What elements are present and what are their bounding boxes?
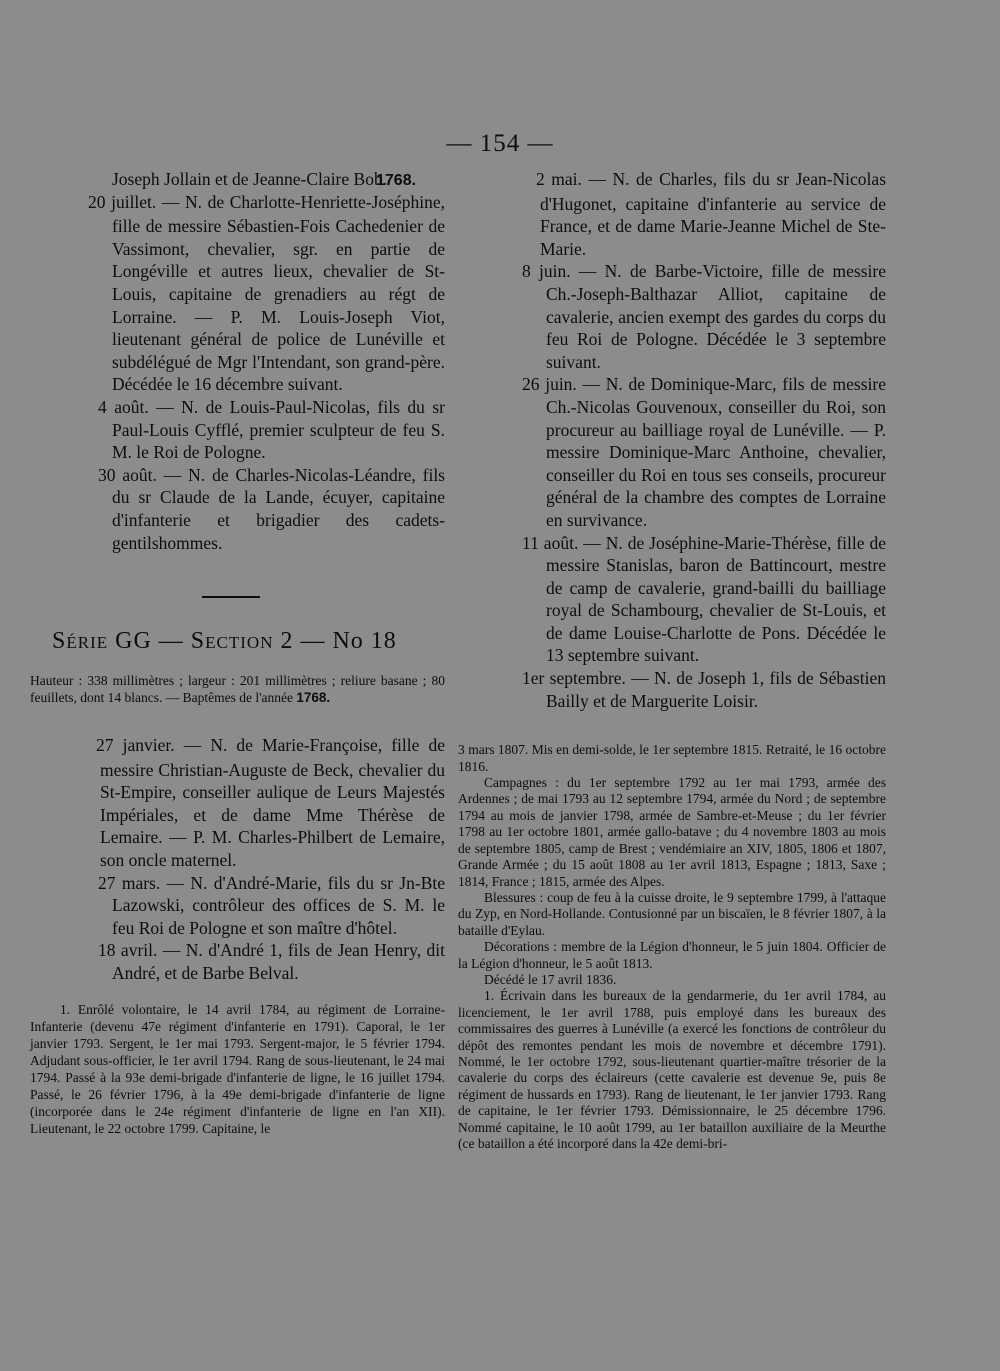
footnotes-right (458, 742, 886, 1152)
section-divider (202, 596, 260, 598)
section-title: Série GG — Section 2 — No 18 (52, 628, 397, 655)
entry-1768-27-janvier (30, 734, 445, 872)
entry-8-juin: 8 juin. — N. de Barbe-Victoire, fille de messire Ch.-Joseph-Balthazar Alliot, capitaine de cavalerie, ancien exempt des gardes du corps du feu Roi de Pologne. Décédée le 3 septembre suivant. (522, 261, 886, 372)
year-label: 1768. (376, 172, 417, 189)
footnote-2: 1. Écrivain dans les bureaux de la gendarmerie, du 1er avril 1784, au licenciement, le 1er avril 1788, puis employé dans les bureaux des commissaires des guerres à Lunéville (a exercé les fonctions de contrôleur du dépôt des remontes pendant les mois de novembre et décembre 1791). Nommé, le 1er octobre 1792, sous-lieutenant quartier-maître trésorier de la cavalerie du corps des éclaireurs (cette cavalerie est devenue 9e, puis 8e régiment de hussards en 1793). Rang de lieutenant, le 1er janvier 1793. Rang de capitaine, le 1er février 1793. Démissionnaire, le 25 décembre 1796. Nommé capitaine, le 10 août 1799, au 1er bataillon auxiliaire de la Meurthe (ce bataillon a été incorporé dans la 42e demi-bri- (458, 988, 886, 1151)
entry-text: 27 janvier. — N. de Marie-Françoise, fille de messire Christian-Auguste de Beck, chevalier du St-Empire, conseiller aulique de Leurs Majestés Impériales, et de dame Mme Thérèse de Lemaire. — P. M. Charles-Philbert de Lemaire, son oncle maternel. (96, 735, 445, 871)
register-description: Hauteur : 338 millimètres ; largeur : 201 millimètres ; reliure basane ; 80 feuillets, dont 14 blancs. — Baptêmes de l'année 1768. (30, 673, 445, 705)
entry-text: 20 juillet. — N. de Charlotte-Henriette-Joséphine, fille de messire Sébastien-Fois Cachedenier de Vassimont, chevalier, sgr. en partie de Longéville et autres lieux, chevalier de St-Louis, capitaine de grenadiers au régt de Lorraine. — P. M. Louis-Joseph Viot, lieutenant général de police de Lunéville et subdélégué de Mgr l'Intendant, son grand-père. Décédée le 16 décembre suivant. (88, 191, 445, 395)
footnote-campagnes: Campagnes : du 1er septembre 1792 au 1er mai 1793, armée des Ardennes ; de mai 1793 au 12 septembre 1794, armée du Nord ; de septembre 1794 au mois de janvier 1798, armée de Sambre-et-Meuse ; du 1er février 1798 au 1er octobre 1801, armée gallo-batave ; du 4 novembre 1803 au mois de septembre 1805, camp de Brest ; vendémiaire an XIV, 1805, 1806 et 1807, Grande Armée ; du 15 août 1808 au 1er avril 1813, Espagne ; 1813, Saxe ; 1814, France ; 1815, armée des Alpes. (458, 775, 886, 889)
footnote-decede: Décédé le 17 avril 1836. (484, 971, 617, 987)
entry-11-aout: 11 août. — N. de Joséphine-Marie-Thérèse, fille de messire Stanislas, baron de Battincourt, mestre de camp de cavalerie, grand-bailli du bailliage royal de Schambourg, chevalier de St-Louis, et de dame Louise-Charlotte de Pons. Décédée le 13 septembre suivant. (522, 532, 886, 666)
footnote-continuation: 3 mars 1807. Mis en demi-solde, le 1er septembre 1815. Retraité, le 16 octobre 1816. (458, 742, 886, 774)
footnote-decorations: Décorations : membre de la Légion d'honneur, le 5 juin 1804. Officier de la Légion d'honneur, le 5 août 1813. (458, 939, 886, 971)
entry-30-aout: 30 août. — N. de Charles-Nicolas-Léandre, fils du sr Claude de la Lande, écuyer, capitaine d'infanterie et brigadier des cadets-gentilshommes. (98, 464, 445, 553)
footnote-blessures: Blessures : coup de feu à la cuisse droite, le 9 septembre 1799, à l'attaque du Zyp, en Nord-Hollande. Contusionné par un biscaïen, le 8 février 1807, à la bataille d'Eylau. (458, 889, 886, 938)
entry-continuation: Joseph Jollain et de Jeanne-Claire Bob. (112, 169, 388, 189)
entry-4-aout: 4 août. — N. de Louis-Paul-Nicolas, fils du sr Paul-Louis Cyfflé, premier sculpteur de feu S. M. le Roi de Pologne. (98, 396, 445, 463)
entry-1768-2-mai (376, 168, 886, 260)
entry-text: 2 mai. — N. de Charles, fils du sr Jean-Nicolas d'Hugonet, capitaine d'infanterie au service de France, et de dame Marie-Jeanne Michel de Ste-Marie. (536, 169, 886, 259)
page-number: — 154 — (446, 130, 554, 157)
entry-26-juin: 26 juin. — N. de Dominique-Marc, fils de messire Ch.-Nicolas Gouvenoux, conseiller du Roi, son procureur au bailliage royal de Lunéville. — P. messire Dominique-Marc Anthoine, chevalier, conseiller du Roi en tous ses conseils, procureur général de la chambre des comptes de Lorraine en survivance. (522, 374, 886, 530)
year-label (30, 736, 96, 759)
footnote-1-left: 1. Enrôlé volontaire, le 14 avril 1784, au régiment de Lorraine-Infanterie (devenu 47e régiment d'infanterie en 1791). Caporal, le 1er janvier 1793. Sergent, le 1er mai 1793. Sergent-major, le 5 février 1794. Adjudant sous-officier, le 1er avril 1794. Rang de sous-lieutenant, le 24 mai 1794. Passé à la 93e demi-brigade d'infanterie de ligne, le 16 juillet 1794. Passé, le 26 février 1796, à la 49e demi-brigade d'infanterie de ligne (incorporée dans le 24e régiment d'infanterie de ligne en l'an XII). Lieutenant, le 22 octobre 1799. Capitaine, le (30, 1001, 445, 1136)
year-label (30, 193, 88, 216)
entry-27-mars: 27 mars. — N. d'André-Marie, fils du sr Jn-Bte Lazowski, contrôleur des offices de S. M. le feu Roi de Pologne et son maître d'hôtel. (98, 872, 445, 938)
left-column (30, 168, 445, 1137)
entry-18-avril: 18 avril. — N. d'André 1, fils de Jean Henry, dit André, et de Barbe Belval. (98, 940, 445, 984)
entry-1767-20-juillet (30, 191, 445, 396)
right-column (376, 168, 886, 1152)
entry-1er-septembre: 1er septembre. — N. de Joseph 1, fils de Sébastien Bailly et de Marguerite Loisir. (522, 668, 886, 711)
